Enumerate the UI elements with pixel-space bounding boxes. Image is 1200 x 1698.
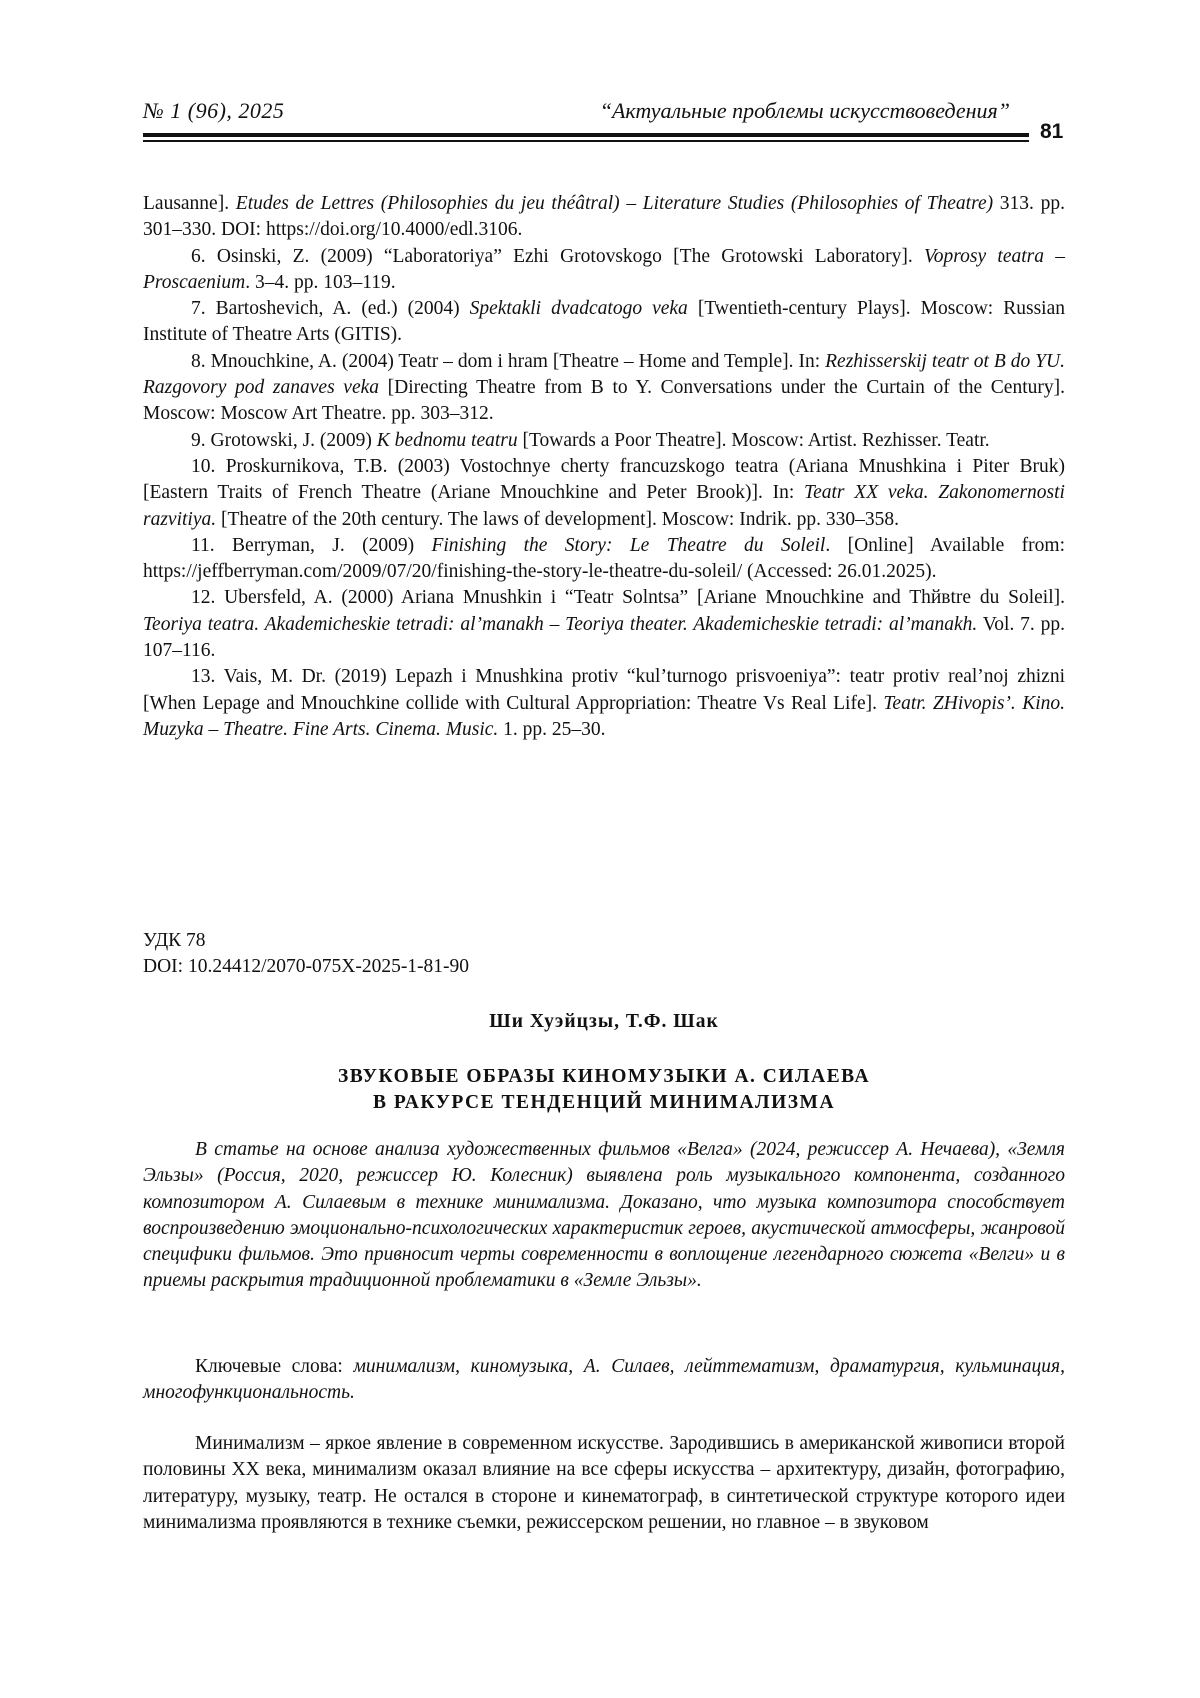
article-body-paragraph: Минимализм – яркое явление в современном искусстве. Зародившись в американской живописи второй половины XX века, минимализм оказал влияние на все сферы искусства – архитектуру, дизайн, фотографию, литературу, музыку, театр. Не остался в стороне и кинематограф, в синтетической структуре которого идеи минимализма проявляются в технике съемки, режиссерском решении, но главное – в звуковом: [143, 1433, 1065, 1533]
title-line-2: В РАКУРСЕ ТЕНДЕНЦИЙ МИНИМАЛИЗМА: [372, 1092, 836, 1113]
reference-item: [143, 664, 1065, 743]
page-number: 81: [1040, 120, 1064, 143]
journal-title: “Актуальные проблемы искусствоведения”: [599, 98, 1010, 123]
reference-text: 9. Grotowski, J. (2009): [191, 429, 377, 451]
reference-title: Teatr XX veka. Zakonomernosti razvitiya.: [143, 482, 1065, 530]
reference-title: Voprosy teatra – Proscaenium: [143, 245, 1065, 293]
article-authors: Ши Хуэйцзы, Т.Ф. Шак: [489, 1011, 719, 1032]
abstract-text: В статье на основе анализа художественных фильмов «Велга» (2024, режиссер А. Нечаева), «Земля Эльзы» (Россия, 2020, режиссер Ю. Колесник) выявлена роль музыкального компонента, созданного композитором А. Силаевым в технике минимализма. Доказано, что музыка композитора способствует воспроизведению эмоционально-психологических характеристик героев, акустической атмосферы, жанровой специфики фильмов. Это привносит черты современности в воплощение легендарного сюжета «Велги» и в приемы раскрытия традиционной проблематики в «Земле Эльзы».: [143, 1139, 1065, 1292]
reference-item: [143, 191, 1065, 244]
reference-text: 11. Berryman, J. (2009): [191, 534, 432, 556]
reference-title: K bednomu teatru: [376, 429, 518, 451]
reference-title: Rezhisserskij teatr ot B do YU. Razgovory pod zanaves veka: [143, 350, 1065, 399]
reference-text: [Twentieth-century Plays]. Moscow: Russian Institute of Theatre Arts (GITIS).: [143, 298, 1065, 346]
header-rule-thin: [143, 140, 1029, 142]
reference-item: [143, 296, 1065, 349]
reference-text: 1. pp. 25–30.: [498, 718, 606, 740]
reference-item: [143, 585, 1065, 664]
title-line-1: ЗВУКОВЫЕ ОБРАЗЫ КИНОМУЗЫКИ А. СИЛАЕВА: [337, 1066, 871, 1087]
udk-code: УДК 78: [143, 930, 206, 951]
reference-title: Etudes de Lettres (Philosophies du jeu théâtral) – Literature Studies (Philosophies of Theatre): [235, 193, 994, 214]
reference-list: [143, 191, 1065, 743]
article-abstract: [143, 1137, 1065, 1295]
article-title: [143, 1064, 1065, 1116]
reference-text: [Towards a Poor Theatre]. Moscow: Artist. Rezhisser. Teatr.: [517, 429, 990, 451]
reference-text: Vol. 7. pp. 107–116.: [143, 613, 1065, 662]
reference-text: Lausanne].: [143, 193, 236, 214]
reference-item: [143, 533, 1065, 586]
reference-text: [Theatre of the 20th century. The laws of development]. Moscow: Indrik. pp. 330–358.: [216, 508, 899, 530]
reference-text: 12. Ubersfeld, A. (2000) Ariana Mnushkin i “Teatr Solntsa” [Ariane Mnouchkine and Thйвtre du Soleil].: [191, 587, 1065, 609]
reference-title: Finishing the Story: Le Theatre du Soleil: [431, 534, 826, 556]
reference-text: 13. Vais, M. Dr. (2019) Lepazh i Mnushkina protiv “kul’turnogo prisvoeniya”: teatr protiv real’noj zhizni [When Lepage and Mnouchkine collide with Cultural Appropriation: Theatre Vs Real Life].: [143, 666, 1065, 714]
reference-title: Spektakli dvadcatogo veka: [469, 298, 688, 320]
keywords-label: Ключевые слова:: [195, 1356, 354, 1377]
reference-text: . [Online] Available from: https://jeffberryman.com/2009/07/20/finishing-the-story-le-theatre-du-soleil/ (Accessed: 26.01.2025).: [143, 534, 1065, 583]
header-rule-thick: [143, 133, 1029, 137]
article-meta: [143, 928, 469, 980]
reference-item: [143, 428, 1065, 454]
reference-text: 8. Mnouchkine, A. (2004) Teatr – dom i hram [Theatre – Home and Temple]. In:: [191, 350, 826, 372]
reference-text: [Directing Theatre from B to Y. Conversations under the Curtain of the Century]. Moscow: Moscow Art Theatre. pp. 303–312.: [143, 377, 1065, 425]
reference-text: . 3–4. pp. 103–119.: [245, 271, 396, 293]
reference-item: [143, 454, 1065, 533]
reference-text: 7. Bartoshevich, A. (ed.) (2004): [191, 298, 470, 320]
reference-title: Teatr. ZHivopis’. Kino. Muzyka – Theatre. Fine Arts. Cinema. Music.: [143, 692, 1065, 740]
reference-text: 6. Osinski, Z. (2009) “Laboratoriya” Ezhi Grotovskogo [The Grotowski Laboratory].: [191, 245, 925, 267]
reference-item: [143, 244, 1065, 297]
issue-number: № 1 (96), 2025: [143, 98, 285, 123]
reference-title: Teoriya teatra. Akademicheskie tetradi: al’manakh – Teoriya theater. Akademicheskie tetradi: al’manakh.: [143, 613, 978, 635]
keywords-list: минимализм, киномузыка, А. Силаев, лейттематизм, драматургия, кульминация, многофункциональность.: [143, 1356, 1065, 1404]
doi-code: DOI: 10.24412/2070-075X-2025-1-81-90: [143, 956, 470, 977]
reference-text: 313. pp. 301–330. DOI: https://doi.org/10.4000/edl.3106.: [143, 193, 1065, 241]
reference-item: [143, 349, 1065, 428]
keywords: [143, 1354, 1065, 1407]
reference-text: 10. Proskurnikova, T.B. (2003) Vostochnye cherty francuzskogo teatra (Ariana Mnushkina i Piter Bruk) [Eastern Traits of French Theatre (Ariane Mnouchkine and Peter Brook)]. In:: [143, 455, 1065, 504]
